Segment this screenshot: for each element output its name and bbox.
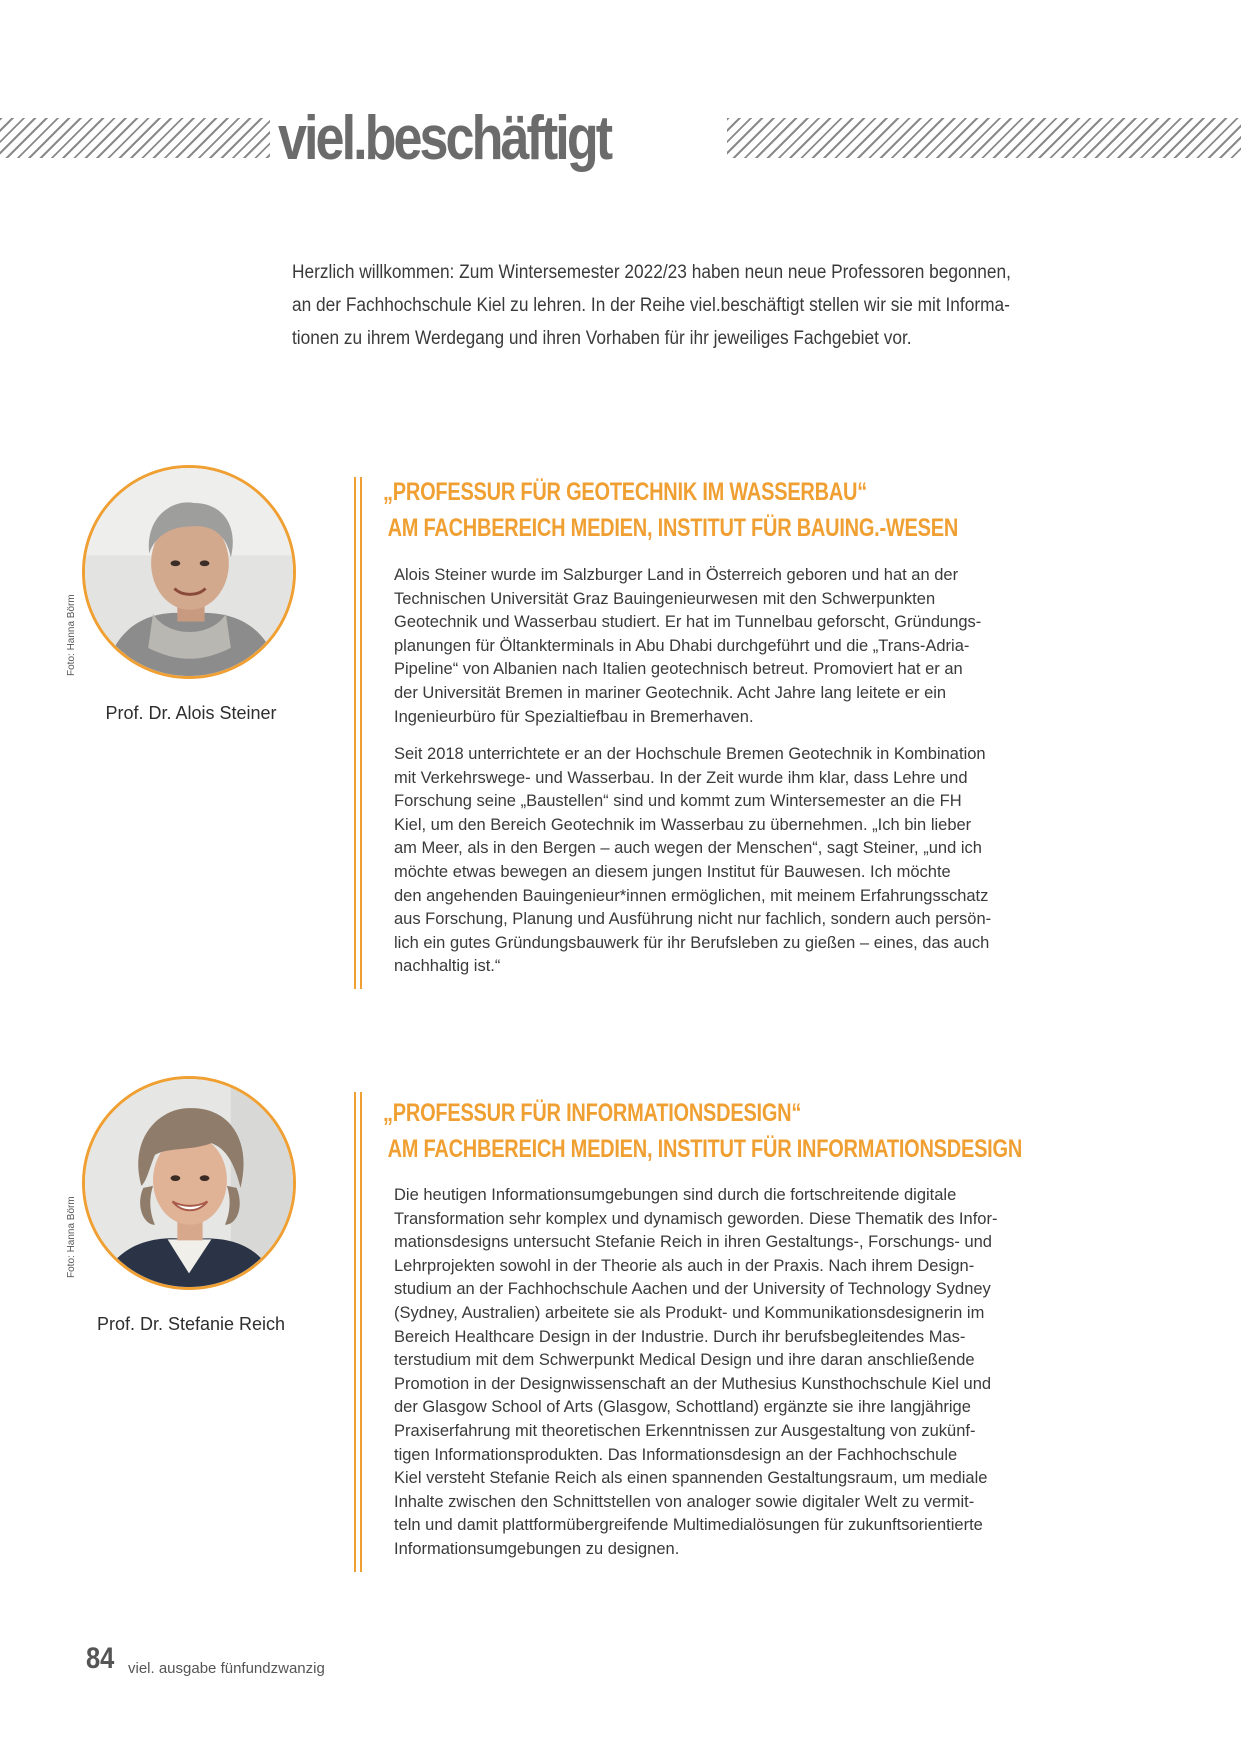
intro-paragraph: Herzlich willkommen: Zum Wintersemester 2022/23 haben neun neue Professoren begonnen, an der Fachhochschule Kiel zu lehren. In der Reihe viel.beschäftigt stellen wir sie mit Informa- tionen zu ihrem Werdegang und ihren Vorhaben für ihr jeweiliges Fachgebiet vor. xyxy=(292,262,1011,349)
page-number: 84 xyxy=(86,1642,115,1675)
accent-rule xyxy=(354,477,362,989)
profile-paragraph: Alois Steiner wurde im Salzburger Land in Österreich geboren und hat an der Technischen Universität Graz Bauingenieurwesen mit den Schwerpunkten Geotechnik und Wasserbau studiert. Er hat im Tunnelbau geforscht, Gründungs- planungen für Öltankterminals in Abu Dhabi durchgeführt und die „Trans-Adria- Pipeline“ von Albanien nach Italien geotechnisch betreut. Promoviert hat er an der Universität Bremen in mariner Geotechnik. Acht Jahre lang leitete er ein Ingenieurbüro für Spezialtiefbau in Bremerhaven. xyxy=(394,566,982,726)
photo-credit: Foto: Hanna Börm xyxy=(66,594,77,676)
portrait-man-illustration xyxy=(85,468,293,676)
page-title: viel.beschäftigt xyxy=(278,104,611,173)
profile-heading: „PROFESSUR FÜR INFORMATIONSDESIGN“ AM FACHBEREICH MEDIEN, INSTITUT FÜR INFORMATIONSDESIGN xyxy=(383,1099,1023,1163)
portrait-photo xyxy=(82,465,296,679)
profile-paragraph: Die heutigen Informationsumgebungen sind durch die fortschreitende digitale Transformation sehr komplex und dynamisch geworden. Diese Thematik des Infor- mationsdesigns untersucht Stefanie Reich in ihren Gestaltungs-, Forschungs- und Lehrprojekten sowohl in der Theorie als auch in der Praxis. Nach ihrem Design- studium an der Fachhochschule Aachen und der University of Technology Sydney (Sydney, Australien) arbeitete sie als Produkt- und Kommunikationsdesignerin im Bereich Healthcare Design in der Industrie. Durch ihr berufsbegleitendes Mas- terstudium mit dem Schwerpunkt Medical Design und ihre daran anschließende Promotion in der Designwissenschaft an der Muthesius Kunsthochschule Kiel und der Glasgow School of Arts (Glasgow, Schottland) ergänzte sie ihre langjährige Praxiserfahrung mit theoretischen Erkenntnissen zur Ausgestaltung von zukünf- tigen Informationsprodukten. Das Informationsdesign an der Fachhochschule Kiel versteht Stefanie Reich als einen spannenden Gestaltungsraum, um mediale Inhalte zwischen den Schnittstellen von analoger sowie digitaler Welt zu vermit- teln und damit plattformübergreifende Multimedialösungen für zukunftsorientierte Informationsumgebungen zu designen. xyxy=(394,1186,998,1558)
person-name: Prof. Dr. Alois Steiner xyxy=(105,703,277,723)
accent-rule xyxy=(354,1092,362,1572)
publication-label: viel. ausgabe fünfundzwanzig xyxy=(128,1660,325,1677)
photo-credit: Foto: Hanna Börm xyxy=(66,1196,77,1278)
profile-heading: „PROFESSUR FÜR GEOTECHNIK IM WASSERBAU“ AM FACHBEREICH MEDIEN, INSTITUT FÜR BAUING.-WESEN xyxy=(383,478,959,542)
portrait-photo xyxy=(82,1076,296,1290)
person-name: Prof. Dr. Stefanie Reich xyxy=(96,1314,286,1334)
decorative-hatch-right xyxy=(727,118,1241,158)
decorative-hatch-left xyxy=(0,118,270,158)
portrait-woman-illustration xyxy=(85,1079,293,1287)
profile-paragraph: Seit 2018 unterrichtete er an der Hochschule Bremen Geotechnik in Kombination mit Verkehrswege- und Wasserbau. In der Zeit wurde ihm klar, dass Lehre und Forschung seine „Baustellen“ sind und kommt zum Wintersemester an die FH Kiel, um den Bereich Geotechnik im Wasserbau zu übernehmen. „Ich bin lieber am Meer, als in den Bergen – auch wegen der Menschen“, sagt Steiner, „und ich möchte etwas bewegen an diesem jungen Institut für Bauwesen. Ich möchte den angehenden Bauingenieur*innen ermöglichen, mit meinem Erfahrungsschatz aus Forschung, Planung und Ausführung nicht nur fachlich, sondern auch persön- lich ein gutes Gründungsbauwerk für ihr Berufsleben zu gießen – eines, das auch nachhaltig ist.“ xyxy=(394,745,992,976)
